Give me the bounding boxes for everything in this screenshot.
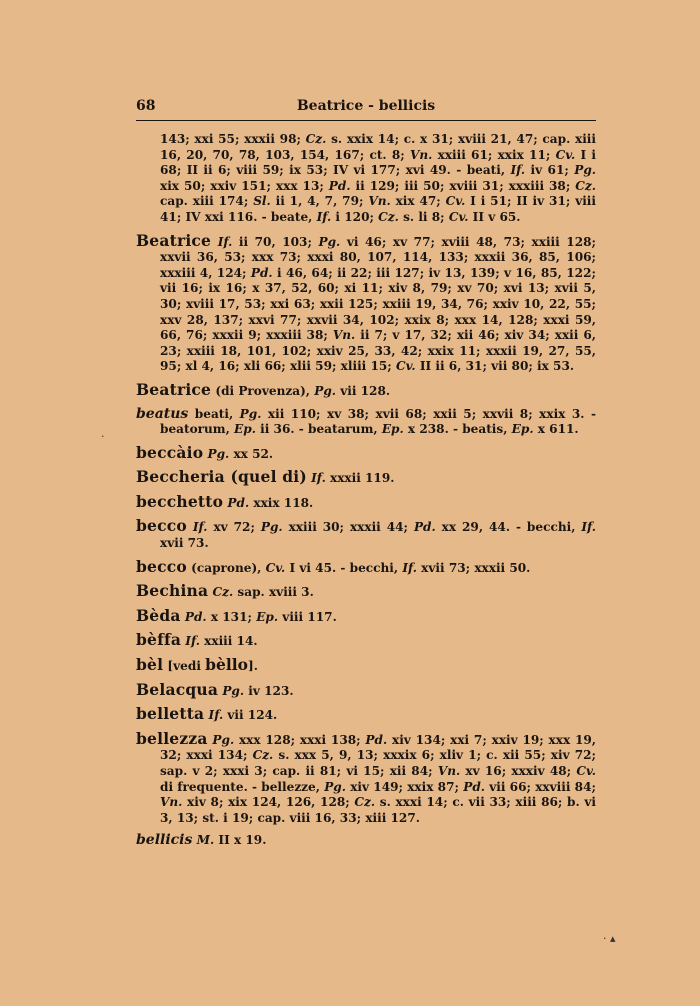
dictionary-entry <box>136 518 596 551</box>
entry-headword: bèl <box>136 655 164 675</box>
dictionary-entry <box>136 728 597 827</box>
entry-references: If. xv 72; Pg. xxiii 30; xxxii 44; Pd. xx 29, 44. - becchi, If. xvii 73. <box>160 520 596 551</box>
entry-headword: beatus <box>136 405 189 422</box>
entry-references: Cz. sap. xviii 3. <box>212 585 314 600</box>
entry-headword: Beccheria (quel di) <box>136 467 307 487</box>
dictionary-entry <box>136 605 596 626</box>
dictionary-entry <box>136 556 596 577</box>
dictionary-entry <box>136 379 596 400</box>
entry-references: 143; xxi 55; xxxii 98; Cz. s. xxix 14; c. x 31; xviii 21, 47; cap. xiii 16, 20, 70, 78, 103, 154, 167; ct. 8; Vn. xxiii 61; xxix 11; Cv. I i 68; II ii 6; viii 59; ix 53; IV vi 177; xvi 49. - beati, If. iv 61; Pg. xix 50; xxiv 151; xxx 13; Pd. ii 129; iii 50; xviii 31; xxxiii 38; Cz. cap. xiii 174; Sl. ii 1, 4, 7, 79; Vn. xix 47; Cv. I i 51; II iv 31; viii 41; IV xxi 116. - beate, If. i 120; Cz. s. li 8; Cv. II v 65. <box>160 132 596 224</box>
dictionary-entry <box>136 632 596 650</box>
entry-references: M. II x 19. <box>196 833 267 848</box>
entry-headword: beccàio <box>136 442 204 462</box>
entry-continuation <box>136 132 596 226</box>
stray-mark: · ▴ <box>603 932 616 945</box>
entry-references: If. ii 70, 103; Pg. vi 46; xv 77; xviii 48, 73; xxiii 128; xxvii 36, 53; xxx 73; xxxi 80, 107, 114, 133; xxxii 36, 85, 106; xxxiii 4, 124; Pd. i 46, 64; ii 22; iii 127; iv 13, 139; v 16, 85, 122; vii 16; ix 16; x 37, 52, 60; xi 11; xiv 8, 79; xv 70; xvi 13; xvii 5, 30; xviii 17, 53; xxi 63; xxii 125; xxiii 19, 34, 76; xxiv 10, 22, 55; xxv 28, 137; xxvi 77; xxvii 34, 102; xxix 8; xxx 14, 128; xxxi 59, 66, 76; xxxii 9; xxxiii 38; Vn. ii 7; v 17, 32; xii 46; xiv 34; xxii 6, 23; xxiii 18, 101, 102; xxiv 25, 33, 42; xxix 11; xxxii 19, 27, 55, 95; xl 4, 16; xli 66; xlii 59; xliii 15; Cv. II ii 6, 31; vii 80; ix 53. <box>160 234 596 374</box>
entry-headword: bellicis <box>136 832 193 849</box>
entry-headword: bellezza <box>136 728 208 748</box>
dictionary-entry <box>136 491 596 512</box>
page-header <box>136 96 596 121</box>
entry-references: beati, Pg. xii 110; xv 38; xvii 68; xxii 5; xxvii 8; xxix 3. - beatorum, Ep. ii 36. - beatarum, Ep. x 238. - beatis, Ep. x 611. <box>160 406 597 437</box>
stray-mark: · <box>101 430 105 443</box>
dictionary-entry <box>136 469 596 487</box>
entry-references: (caprone), Cv. I vi 45. - becchi, If. xvii 73; xxxii 50. <box>191 560 531 575</box>
entry-references: Pg. xx 52. <box>207 446 274 461</box>
dictionary-entry <box>136 407 596 438</box>
entry-references: (di Provenza), Pg. vii 128. <box>215 383 391 398</box>
entry-headword: bèffa <box>136 630 182 650</box>
entry-headword: becco <box>136 516 187 536</box>
entry-headword: belletta <box>136 704 205 724</box>
entry-headword: Bechina <box>136 581 209 601</box>
dictionary-entry <box>136 583 596 601</box>
entry-references: If. xxxii 119. <box>311 471 395 486</box>
entry-references: Pd. xxix 118. <box>227 495 314 510</box>
entry-headword: Beatrice <box>136 230 212 250</box>
entry-references: Pg. iv 123. <box>222 683 294 698</box>
dictionary-entry <box>136 706 596 724</box>
dictionary-entries <box>136 132 596 856</box>
dictionary-entry <box>136 230 596 375</box>
entry-headword: becco <box>136 556 187 576</box>
entry-headword: Beatrice <box>136 379 212 399</box>
dictionary-entry <box>136 679 596 700</box>
entry-references: If. vii 124. <box>208 708 278 723</box>
page-number: 68 <box>136 98 156 114</box>
entry-references: Pd. x 131; Ep. viii 117. <box>184 609 337 624</box>
dictionary-entry <box>136 657 596 675</box>
running-title: Beatrice - bellicis <box>296 98 436 114</box>
entry-headword: Belacqua <box>136 679 219 699</box>
dictionary-entry <box>136 833 596 849</box>
dictionary-entry <box>136 442 596 463</box>
entry-references: If. xxiii 14. <box>185 634 258 649</box>
entry-headword: becchetto <box>136 491 224 511</box>
entry-headword: Bèda <box>136 605 181 625</box>
entry-references: [vedi bèllo]. <box>167 655 258 675</box>
entry-references: Pg. xxx 128; xxxi 138; Pd. xiv 134; xxi 7; xxiv 19; xxx 19, 32; xxxi 134; Cz. s. xxx 5, 9, 13; xxxix 6; xliv 1; c. xii 55; xiv 72; sap. v 2; xxxi 3; cap. ii 81; vi 15; xii 84; Vn. xv 16; xxxiv 48; Cv. di frequente. - bellezze, Pg. xiv 149; xxix 87; Pd. vii 66; xxviii 84; Vn. xiv 8; xix 124, 126, 128; Cz. s. xxxi 14; c. vii 33; xiii 86; b. vi 3, 13; st. i 19; cap. viii 16, 33; xiii 127. <box>160 732 597 825</box>
